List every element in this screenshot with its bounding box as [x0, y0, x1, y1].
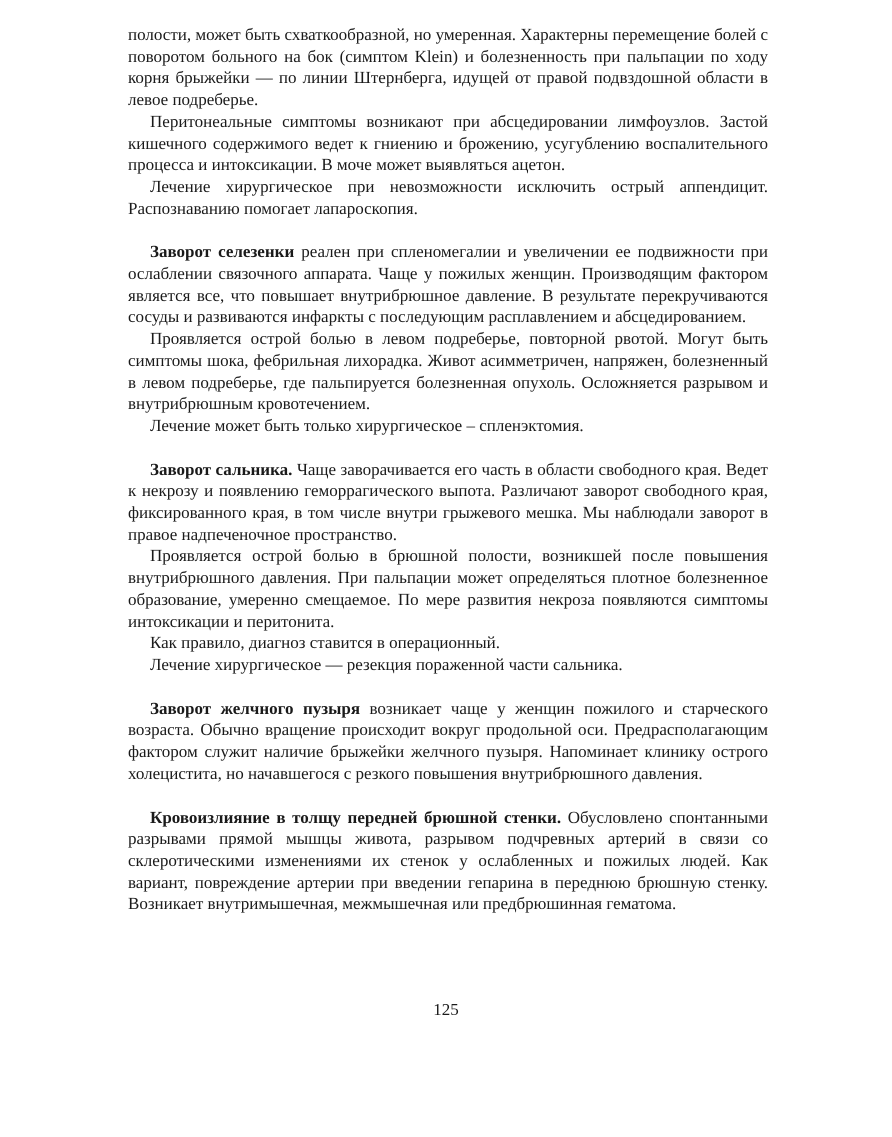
- spleen-paragraph-2: Проявляется острой болью в левом подреберье, повторной рвотой. Могут быть симптомы шока, фебрильная лихорадка. Живот асимметричен, напряжен, болезненный в левом подреберье, где пальпируется болезненная опухоль. Осложняется разрывом и внутрибрюшным кровотечением.: [128, 329, 768, 414]
- section-gap: [128, 676, 768, 698]
- spleen-paragraph-1-text: реален при спленомегалии и увеличении ее подвижности при ослаблении связочного аппарата. Чаще у пожилых женщин. Производящим фактором является все, что повышает внутрибрюшное давление. В результате перекручиваются сосуды и развиваются инфаркты с последующим расплавлением и абсцедированием.: [128, 242, 768, 327]
- intro-paragraph-1: полости, может быть схваткообразной, но умеренная. Характерны перемещение болей с поворотом больного на бок (симптом Klein) и болезненность при пальпации по ходу корня брыжейки — по линии Штернберга, идущей от правой подвздошной области в левое подреберье.: [128, 25, 768, 110]
- page-number: 125: [433, 1000, 459, 1019]
- section-gap: [128, 437, 768, 459]
- omentum-heading: Заворот сальника.: [150, 459, 293, 479]
- spleen-heading: Заворот селезенки: [150, 242, 295, 262]
- intro-paragraph-2: Перитонеальные симптомы возникают при абсцедировании лимфоузлов. Застой кишечного содержимого ведет к гниению и брожению, усугублению воспалительного процесса и интоксикации. В моче может выявляться ацетон.: [128, 111, 768, 175]
- spleen-paragraph-3: Лечение может быть только хирургическое – спленэктомия.: [150, 415, 584, 435]
- omentum-paragraph-2: Проявляется острой болью в брюшной полости, возникшей после повышения внутрибрюшного давления. При пальпации может определяться плотное болезненное образование, умеренно смещаемое. По мере развития некроза появляются симптомы интоксикации и перитонита.: [128, 546, 768, 631]
- section-gap: [128, 219, 768, 241]
- section-gap: [128, 785, 768, 807]
- gallbladder-heading: Заворот желчного пузыря: [150, 698, 361, 718]
- page-text-body: [128, 24, 768, 915]
- gallbladder-paragraph-1-text: возникает чаще у женщин пожилого и старческого возраста. Обычно вращение происходит вокруг продольной оси. Предрасполагающим фактором служит наличие брыжейки желчного пузыря. Напоминает клинику острого холецистита, но начавшегося с резкого повышения внутрибрюшного давления.: [128, 698, 768, 783]
- hemorrhage-paragraph-1: [128, 807, 768, 916]
- intro-paragraph-3: Лечение хирургическое при невозможности исключить острый аппендицит. Распознаванию помогает лапароскопия.: [128, 176, 768, 218]
- omentum-paragraph-4: Лечение хирургическое — резекция пораженной части сальника.: [150, 654, 623, 674]
- hemorrhage-heading: Кровоизлияние в толщу передней брюшной стенки.: [150, 807, 562, 827]
- omentum-paragraph-1-text: Чаще заворачивается его часть в области свободного края. Ведет к некрозу и появлению геморрагического выпота. Различают заворот свободного края, фиксированного края, в том числе внутри грыжевого мешка. Мы наблюдали заворот в правое надпеченочное пространство.: [128, 459, 768, 544]
- gallbladder-paragraph-1: [128, 698, 768, 785]
- omentum-paragraph-1: [128, 459, 768, 546]
- hemorrhage-paragraph-1-text: Обусловлено спонтанными разрывами прямой мышцы живота, разрывом подчревных артерий в связи со склеротическими изменениями их стенок у ослабленных и пожилых людей. Как вариант, повреждение артерии при введении гепарина в переднюю брюшную стенку. Возникает внутримышечная, межмышечная или предбрюшинная гематома.: [128, 807, 768, 914]
- spleen-paragraph-1: [128, 241, 768, 328]
- omentum-paragraph-3: Как правило, диагноз ставится в операционный.: [150, 633, 500, 653]
